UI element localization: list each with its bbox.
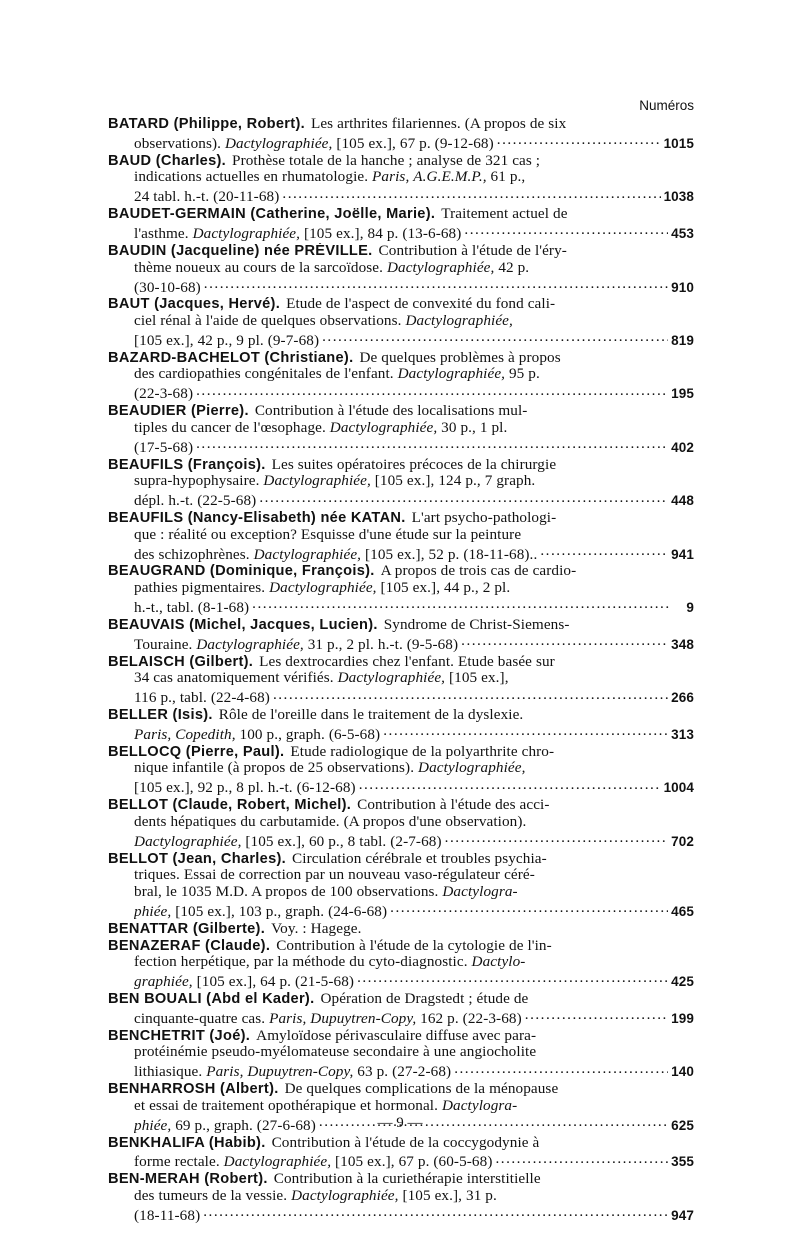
dot-leader	[454, 1061, 668, 1076]
entry-line	[108, 1008, 694, 1028]
entry-line	[108, 1081, 694, 1098]
dot-leader	[357, 971, 668, 986]
entry-line	[108, 403, 694, 420]
entry-line	[108, 563, 694, 580]
entry-number: 448	[671, 493, 694, 509]
entry-line	[108, 1188, 694, 1205]
entry-text: Amyloïdose périvasculaire diffuse avec para-	[256, 1027, 537, 1044]
entry-line	[108, 169, 694, 186]
entry-line	[108, 580, 694, 597]
index-entry	[108, 1028, 694, 1081]
dot-leader	[273, 687, 668, 702]
entry-text: (30-10-68)	[134, 279, 201, 296]
entry-line	[108, 1135, 694, 1152]
entry-line	[108, 1098, 694, 1115]
index-page	[108, 96, 694, 1225]
entry-text: protéinémie pseudo-myélomateuse secondaire à une angiocholite	[134, 1044, 537, 1061]
entry-text: Circulation cérébrale et troubles psychia-	[292, 850, 547, 867]
entry-text: Touraine. Dactylographiée, 31 p., 2 pl. h.-t. (9-5-68)	[134, 636, 459, 653]
entry-line	[108, 634, 694, 654]
entry-line	[108, 1151, 694, 1171]
entry-text: Traitement actuel de	[441, 206, 568, 223]
entry-text: dépl. h.-t. (22-5-68)	[134, 493, 257, 510]
entry-number: 1004	[663, 780, 694, 796]
entry-number: 910	[671, 279, 694, 295]
entry-line	[108, 153, 694, 170]
entry-line	[108, 938, 694, 955]
entry-number: 402	[671, 439, 694, 455]
entry-text: dents hépatiques du carbutamide. (A propos d'une observation).	[134, 813, 527, 830]
entry-text: Dactylographiée, [105 ex.], 60 p., 8 tabl. (2-7-68)	[134, 833, 442, 850]
entry-line	[108, 760, 694, 777]
entry-text: Les arthrites filariennes. (A propos de six	[310, 116, 567, 132]
author-name: BELLOT (Claude, Robert, Michel).	[108, 797, 352, 814]
entry-line	[108, 457, 694, 474]
entry-line	[108, 670, 694, 687]
entry-number: 947	[671, 1207, 694, 1223]
entry-number: 625	[671, 1117, 694, 1133]
entry-text: cinquante-quatre cas. Paris, Dupuytren-Copy, 162 p. (22-3-68)	[134, 1010, 522, 1027]
entry-line	[108, 116, 694, 133]
index-entry	[108, 206, 694, 243]
dot-leader	[204, 276, 668, 291]
index-entry	[108, 563, 694, 616]
dot-leader	[196, 383, 668, 398]
entry-text: indications actuelles en rhumatologie. Paris, A.G.E.M.P., 61 p.,	[134, 169, 526, 186]
entry-number: 465	[671, 904, 694, 919]
entry-text: Contribution à l'étude des localisations mul-	[254, 403, 528, 420]
entry-number: 9	[686, 600, 694, 616]
dot-leader	[359, 777, 661, 792]
entry-number: 425	[671, 974, 694, 990]
author-name: BEN-MERAH (Robert).	[108, 1171, 268, 1188]
entry-text: phiée, [105 ex.], 103 p., graph. (24-6-68)	[134, 904, 388, 920]
entry-text: De quelques complications de la ménopause	[284, 1081, 559, 1098]
entry-text: des cardiopathies congénitales de l'enfant. Dactylographiée, 95 p.	[134, 366, 540, 383]
entry-line	[108, 243, 694, 260]
entry-text: pathies pigmentaires. Dactylographiée, [105 ex.], 44 p., 2 pl.	[134, 580, 511, 597]
entry-text: Contribution à l'étude de la cytologie de l'in-	[276, 937, 552, 954]
entry-text: Contribution à l'étude de la coccygodynie à	[271, 1134, 540, 1151]
column-header-numeros: Numéros	[639, 98, 694, 113]
dot-leader	[259, 490, 668, 505]
index-entry	[108, 744, 694, 797]
dot-leader	[464, 223, 668, 238]
entry-line	[108, 527, 694, 544]
entry-line	[108, 814, 694, 831]
entry-text: De quelques problèmes à propos	[359, 349, 561, 366]
entry-line	[108, 797, 694, 814]
entry-line	[108, 420, 694, 437]
entry-line	[108, 777, 694, 797]
dot-leader	[282, 186, 660, 201]
entry-line	[108, 744, 694, 761]
entry-text: l'asthme. Dactylographiée, [105 ex.], 84 p. (13-6-68)	[134, 226, 462, 243]
entry-number: 195	[671, 386, 694, 402]
entry-line	[108, 510, 694, 527]
author-name: BELLER (Isis).	[108, 707, 213, 723]
entry-text: nique infantile (à propos de 25 observations). Dactylographiée,	[134, 760, 526, 777]
entry-number: 1038	[663, 189, 694, 205]
dot-leader	[252, 597, 671, 612]
entry-text: [105 ex.], 92 p., 8 pl. h.-t. (6-12-68)	[134, 780, 356, 797]
index-entry	[108, 116, 694, 153]
index-entry	[108, 991, 694, 1028]
entry-line	[108, 544, 694, 564]
entry-text: tiples du cancer de l'œsophage. Dactylographiée, 30 p., 1 pl.	[134, 419, 508, 436]
entry-line	[108, 260, 694, 277]
entry-line	[108, 296, 694, 313]
index-entry	[108, 921, 694, 938]
entry-text: (17-5-68)	[134, 439, 194, 456]
entry-number: 140	[671, 1064, 694, 1080]
dot-leader	[461, 634, 668, 649]
entry-text: thème noueux au cours de la sarcoïdose. Dactylographiée, 42 p.	[134, 259, 530, 276]
index-entry	[108, 1171, 694, 1224]
author-name: BENKHALIFA (Habib).	[108, 1134, 266, 1151]
entry-number: 941	[671, 546, 694, 562]
author-name: BEAUVAIS (Michel, Jacques, Lucien).	[108, 616, 378, 633]
author-name: BENATTAR (Gilberte).	[108, 920, 266, 937]
dot-leader	[525, 1008, 668, 1023]
entry-line	[108, 1061, 694, 1081]
index-entry	[108, 403, 694, 456]
author-name: BEN BOUALI (Abd el Kader).	[108, 990, 315, 1007]
entry-line	[108, 330, 694, 350]
entry-line	[108, 383, 694, 403]
entry-text: que : réalité ou exception? Esquisse d'une étude sur la peinture	[134, 526, 522, 543]
page-number: — 9 —	[377, 1115, 423, 1131]
entry-text: Syndrome de Christ-Siemens-	[383, 616, 570, 633]
author-name: BENAZERAF (Claude).	[108, 937, 271, 954]
entry-text: Paris, Copedith, 100 p., graph. (6-5-68)	[134, 726, 381, 743]
entry-line	[108, 366, 694, 383]
entry-text: triques. Essai de correction par un nouveau vaso-régulateur céré-	[134, 867, 535, 884]
entry-line	[108, 473, 694, 490]
entry-line	[108, 884, 694, 901]
entry-number: 313	[671, 726, 694, 742]
entry-text: des tumeurs de la vessie. Dactylographiée, [105 ex.], 31 p.	[134, 1187, 497, 1204]
entry-line	[108, 597, 694, 617]
entry-line	[108, 654, 694, 671]
entry-text: graphiée, [105 ex.], 64 p. (21-5-68)	[134, 974, 355, 991]
entry-line	[108, 921, 694, 938]
entry-text: forme rectale. Dactylographiée, [105 ex.], 67 p. (60-5-68)	[134, 1154, 493, 1171]
author-name: BATARD (Philippe, Robert).	[108, 116, 305, 132]
index-entry	[108, 797, 694, 850]
entry-line	[108, 1205, 694, 1225]
entry-text: 34 cas anatomiquement vérifiés. Dactylographiée, [105 ex.],	[134, 670, 509, 687]
entry-line	[108, 350, 694, 367]
index-entry	[108, 296, 694, 349]
dot-leader	[196, 437, 668, 452]
author-name: BAUDET-GERMAIN (Catherine, Joëlle, Marie).	[108, 206, 436, 223]
entry-line	[108, 991, 694, 1008]
entry-text: h.-t., tabl. (8-1-68)	[134, 600, 250, 617]
entry-line	[108, 1028, 694, 1045]
dot-leader	[495, 1151, 668, 1166]
entry-text: supra-hypophysaire. Dactylographiée, [105 ex.], 124 p., 7 graph.	[134, 473, 536, 490]
entry-text: Les dextrocardies chez l'enfant. Etude basée sur	[259, 653, 555, 670]
entry-line	[108, 954, 694, 971]
index-entry	[108, 851, 694, 921]
entry-text: 116 p., tabl. (22-4-68)	[134, 690, 270, 707]
entry-line	[108, 276, 694, 296]
entry-number: 266	[671, 690, 694, 706]
dot-leader	[390, 901, 668, 916]
entry-text: Etude radiologique de la polyarthrite chro-	[290, 743, 555, 760]
index-entries-list	[108, 116, 694, 1225]
entry-text: [105 ex.], 42 p., 9 pl. (9-7-68)	[134, 332, 320, 349]
entry-line	[108, 1171, 694, 1188]
entry-number: 453	[671, 226, 694, 242]
author-name: BEAUFILS (Nancy-Elisabeth) née KATAN.	[108, 510, 406, 526]
entry-line	[108, 867, 694, 884]
entry-line	[108, 1044, 694, 1061]
entry-text: phiée, 69 p., graph. (27-6-68)	[134, 1117, 316, 1134]
index-entry	[108, 457, 694, 510]
entry-text: Etude de l'aspect de convexité du fond cali-	[286, 296, 556, 313]
entry-number: 1015	[663, 135, 694, 151]
entry-line	[108, 223, 694, 243]
entry-line	[108, 617, 694, 634]
author-name: BEAUFILS (François).	[108, 456, 266, 473]
entry-text: Prothèse totale de la hanche ; analyse de 321 cas ;	[232, 152, 541, 169]
entry-text: A propos de trois cas de cardio-	[380, 563, 577, 580]
index-entry	[108, 707, 694, 744]
index-entry	[108, 243, 694, 296]
entry-text: 24 tabl. h.-t. (20-11-68)	[134, 189, 280, 206]
index-entry	[108, 510, 694, 563]
entry-text: lithiasique. Paris, Dupuytren-Copy, 63 p. (27-2-68)	[134, 1064, 452, 1081]
dot-leader	[322, 330, 668, 345]
entry-text: observations). Dactylographiée, [105 ex.], 67 p. (9-12-68)	[134, 135, 494, 152]
entry-text: des schizophrènes. Dactylographiée, [105 ex.], 52 p. (18-11-68)..	[134, 546, 538, 563]
entry-text: Rôle de l'oreille dans le traitement de la dyslexie.	[218, 707, 524, 723]
entry-number: 702	[671, 833, 694, 849]
entry-text: Voy. : Hagege.	[271, 920, 362, 937]
author-name: BELLOT (Jean, Charles).	[108, 850, 287, 867]
entry-text: Les suites opératoires précoces de la chirurgie	[271, 456, 557, 473]
author-name: BAUD (Charles).	[108, 152, 227, 169]
entry-line	[108, 851, 694, 868]
entry-line	[108, 687, 694, 707]
entry-text: fection herpétique, par la méthode du cyto-diagnostic. Dactylo-	[134, 954, 526, 971]
entry-line	[108, 831, 694, 851]
author-name: BELAISCH (Gilbert).	[108, 653, 254, 670]
entry-number: 355	[671, 1154, 694, 1170]
dot-leader	[203, 1205, 668, 1220]
author-name: BENHARROSH (Albert).	[108, 1081, 279, 1098]
entry-text: Opération de Dragstedt ; étude de	[320, 990, 529, 1007]
index-entry	[108, 1135, 694, 1172]
entry-line	[108, 707, 694, 724]
author-name: BAUDIN (Jacqueline) née PRÉVILLE.	[108, 242, 373, 259]
dot-leader	[497, 133, 661, 148]
entry-number: 199	[671, 1010, 694, 1026]
entry-line	[108, 437, 694, 457]
index-entry	[108, 617, 694, 654]
entry-text: (22-3-68)	[134, 386, 194, 403]
index-entry	[108, 153, 694, 206]
author-name: BEAUGRAND (Dominique, François).	[108, 563, 375, 580]
entry-text: Contribution à la curiethérapie interstitielle	[273, 1171, 541, 1188]
author-name: BAUT (Jacques, Hervé).	[108, 296, 281, 313]
entry-line	[108, 206, 694, 223]
index-entry	[108, 350, 694, 403]
entry-line	[108, 901, 694, 921]
author-name: BEAUDIER (Pierre).	[108, 403, 249, 420]
author-name: BELLOCQ (Pierre, Paul).	[108, 743, 285, 760]
entry-text: Contribution à l'étude des acci-	[357, 797, 550, 814]
entry-text: Contribution à l'étude de l'éry-	[378, 242, 567, 259]
entry-number: 348	[671, 636, 694, 652]
author-name: BAZARD-BACHELOT (Christiane).	[108, 349, 354, 366]
entry-text: L'art psycho-pathologi-	[411, 510, 557, 526]
entry-line	[108, 490, 694, 510]
index-entry	[108, 654, 694, 707]
entry-number: 819	[671, 332, 694, 348]
dot-leader	[540, 544, 668, 559]
entry-text: bral, le 1035 M.D. A propos de 100 observations. Dactylogra-	[134, 884, 518, 901]
entry-line	[108, 133, 694, 153]
entry-text: (18-11-68)	[134, 1207, 201, 1224]
dot-leader	[445, 831, 669, 846]
entry-line	[108, 724, 694, 744]
dot-leader	[383, 724, 668, 739]
entry-line	[108, 313, 694, 330]
index-entry	[108, 938, 694, 991]
author-name: BENCHETRIT (Joé).	[108, 1027, 251, 1044]
entry-line	[108, 186, 694, 206]
entry-text: et essai de traitement opothérapique et hormonal. Dactylogra-	[134, 1097, 518, 1114]
entry-text: ciel rénal à l'aide de quelques observations. Dactylographiée,	[134, 313, 513, 329]
entry-line	[108, 971, 694, 991]
